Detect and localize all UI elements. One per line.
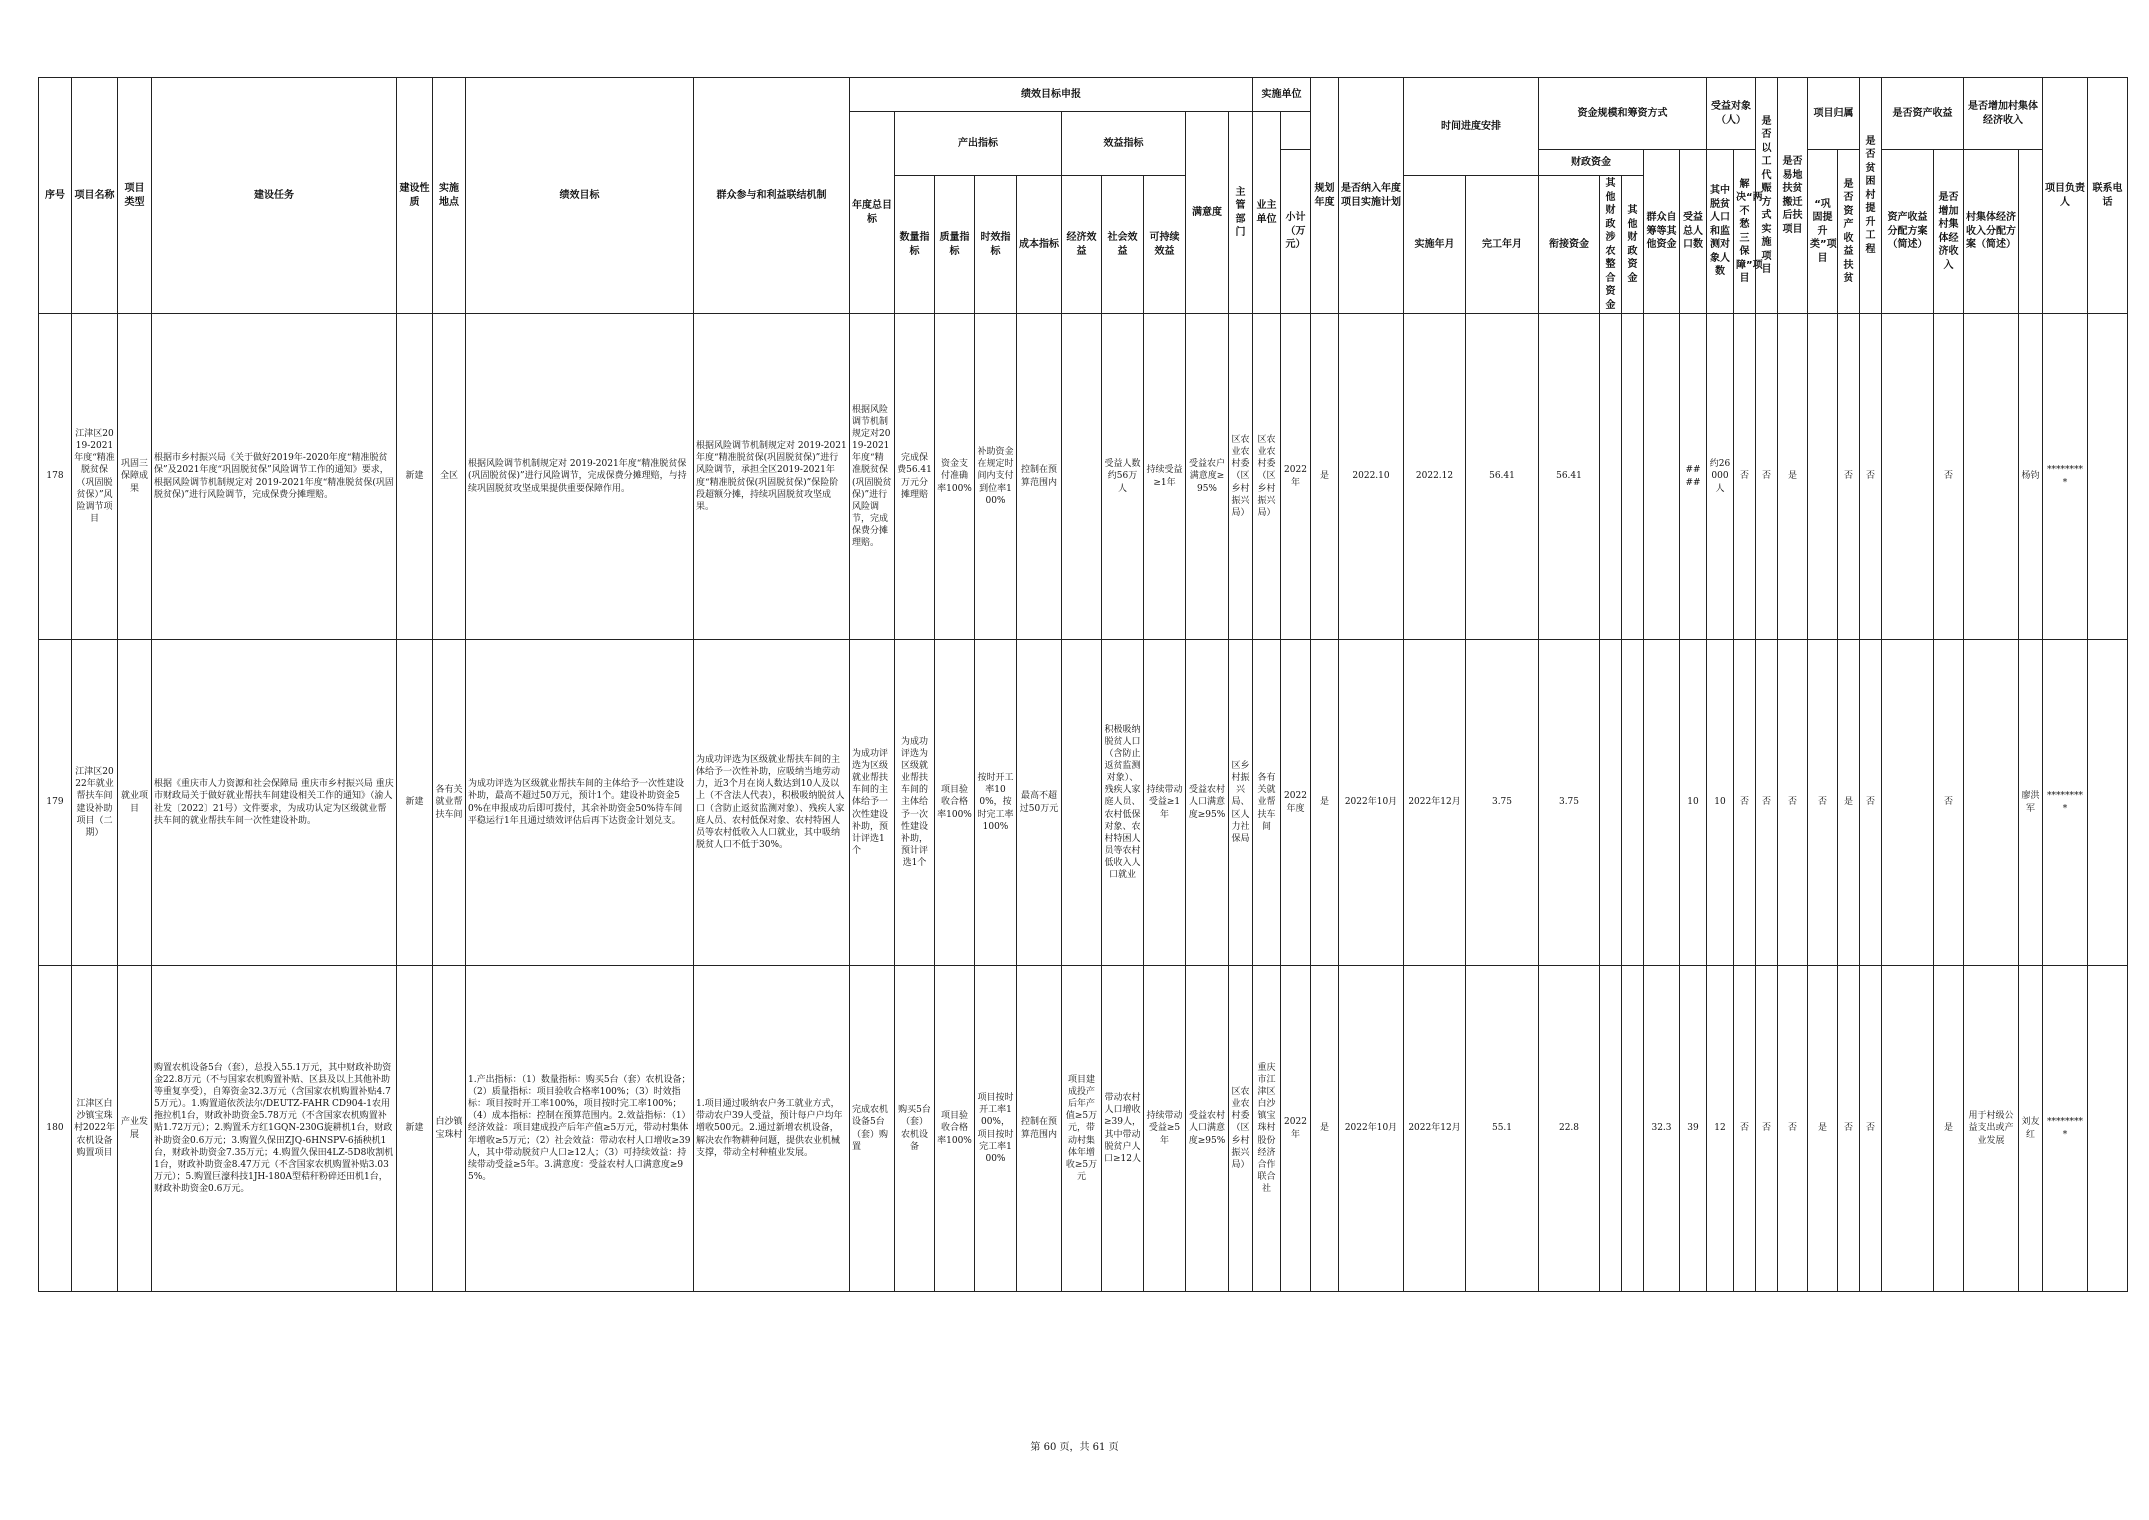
cell-subtotal: 55.1 bbox=[1466, 966, 1539, 1292]
cell-subtotal: 56.41 bbox=[1466, 314, 1539, 640]
cell-mechanism: 为成功评选为区级就业帮扶车间的主体给予一次性补助，应吸纳当地劳动力，近3个月在岗人数达到10人及以上（不含法人代表），积极吸纳脱贫人口（含防止返贫监测对象）、残疾人家庭人员、农村低保对象、农村特困人员等农村低收入人口就业，其中吸纳脱贫人口不低于30%。 bbox=[694, 640, 850, 966]
table-row bbox=[39, 966, 2128, 1292]
col-other-agri: 其他财政涉农整合资金 bbox=[1600, 176, 1622, 314]
col-benef-poor: 其中脱贫人口和监测对象人数 bbox=[1707, 150, 1734, 314]
cell-resettlement: 否 bbox=[1756, 966, 1778, 1292]
cell-other-fiscal bbox=[1622, 966, 1644, 1292]
cell-remark bbox=[2088, 314, 2128, 640]
cell-self-raised bbox=[1644, 314, 1680, 640]
cell-satisfaction: 受益农户满意度≥95% bbox=[1186, 314, 1229, 640]
col-self-raised: 群众自筹等其他资金 bbox=[1644, 150, 1680, 314]
cell-remark bbox=[2088, 966, 2128, 1292]
project-table bbox=[38, 77, 2128, 1292]
cell-mechanism: 根据风险调节机制规定对 2019-2021年度“精准脱贫保(巩固脱贫保)”进行风险调节，承担全区2019-2021年度“精准脱贫保(巩固脱贫保)”保险阶段超额分摊，持续巩固脱贫攻坚成果。 bbox=[694, 314, 850, 640]
group-asset: 是否资产收益 bbox=[1882, 78, 1964, 150]
col-finish: 完工年月 bbox=[1466, 176, 1539, 314]
col-type: 项目类型 bbox=[118, 78, 152, 314]
col-other-fiscal: 其他财政资金 bbox=[1622, 176, 1644, 314]
col-social: 社会效益 bbox=[1102, 176, 1144, 314]
cell-poverty-village: 是 bbox=[1838, 640, 1860, 966]
cell-cost: 最高不超过50万元 bbox=[1017, 640, 1062, 966]
cell-income-flag: 是 bbox=[1934, 966, 1964, 1292]
col-goal: 绩效目标 bbox=[466, 78, 694, 314]
cell-place: 全区 bbox=[433, 314, 466, 640]
cell-poverty-village: 否 bbox=[1838, 314, 1860, 640]
group-income: 是否增加村集体经济收入 bbox=[1964, 78, 2043, 150]
group-performance: 绩效目标申报 bbox=[850, 78, 1253, 112]
cell-task: 购置农机设备5台（套），总投入55.1万元，其中财政补助资金22.8万元（不与国家农机购置补贴、区县及以上其他补助等重复享受），自筹资金32.3万元（含国家农机购置补贴4.75万元）。1.购置道依茨法尔/DEUTZ-FAHR CD904-1农用拖拉机1台，财政补助资金5.78万元（不含国家农机购置补贴1.72万元）；2.购置禾方红1GQN-230G旋耕机1台，财政补助资金0.6万元；3.购置久保田ZJQ-6HNSPV-6插秧机1台，财政补助资金7.35万元；4.购置久保田4LZ-5D8收割机1台，财政补助资金8.47万元（不含国家农机购置补贴3.03万元）；5.购置巨濠科技1JH-180A型秸秆粉碎还田机1台，财政补助资金0.6万元。 bbox=[152, 966, 397, 1292]
cell-two-worries: 否 bbox=[1778, 966, 1808, 1292]
cell-income-flag: 否 bbox=[1934, 314, 1964, 640]
cell-mechanism: 1.项目通过吸纳农户务工就业方式，带动农户39人受益，预计每户户均年增收500元。2.通过新增农机设备，解决农作物耕种问题，提供农业机械支撑，带动全村种植业发展。 bbox=[694, 966, 850, 1292]
cell-relocation: 否 bbox=[1734, 966, 1756, 1292]
cell-relocation: 否 bbox=[1734, 640, 1756, 966]
group-beneficiaries: 受益对象（人） bbox=[1707, 78, 1756, 150]
cell-asset-plan bbox=[1882, 314, 1934, 640]
cell-start: 2022年10月 bbox=[1339, 640, 1404, 966]
cell-social: 受益人数约56万人 bbox=[1102, 314, 1144, 640]
cell-asset-flag: 否 bbox=[1860, 640, 1882, 966]
cell-leader: 廖洪军 bbox=[2019, 640, 2043, 966]
cell-goal: 为成功评选为区级就业帮扶车间的主体给予一次性建设补助，最高不超过50万元，预计1个。建设补助资金50%在申报成功后即可拨付，其余补助资金50%待车间平稳运行1年且通过绩效评估后再下达资金计划兑支。 bbox=[466, 640, 694, 966]
cell-other-agri bbox=[1600, 640, 1622, 966]
col-cost: 成本指标 bbox=[1017, 176, 1062, 314]
cell-two-worries: 否 bbox=[1778, 640, 1808, 966]
cell-annual: 根据风险调节机制规定对2019-2021年度“精准脱贫保(巩固脱贫保)”进行风险调节，完成保费分摊理赔。 bbox=[850, 314, 895, 640]
group-attribution: 项目归属 bbox=[1808, 78, 1860, 150]
col-supervisor: 主管部门 bbox=[1229, 112, 1253, 314]
group-output: 产出指标 bbox=[895, 112, 1062, 176]
cell-owner: 重庆市江津区白沙镇宝珠村股份经济合作联合社 bbox=[1253, 966, 1281, 1292]
cell-asset-flag: 否 bbox=[1860, 966, 1882, 1292]
cell-timeliness: 项目按时开工率100%，项目按时完工率100% bbox=[975, 966, 1017, 1292]
cell-other-fiscal bbox=[1622, 640, 1644, 966]
cell-quality: 项目验收合格率100% bbox=[935, 966, 975, 1292]
col-timeliness: 时效指标 bbox=[975, 176, 1017, 314]
cell-type: 就业项目 bbox=[118, 640, 152, 966]
cell-supervisor: 区农业农村委（区乡村振兴局） bbox=[1229, 966, 1253, 1292]
cell-consolidate bbox=[1808, 314, 1838, 640]
group-fiscal: 财政资金 bbox=[1539, 150, 1644, 176]
cell-consolidate: 是 bbox=[1808, 966, 1838, 1292]
cell-benef-poor: 约26000人 bbox=[1707, 314, 1734, 640]
cell-cost: 控制在预算范围内 bbox=[1017, 314, 1062, 640]
col-economic: 经济效益 bbox=[1062, 176, 1102, 314]
cell-type: 巩固三保障成果 bbox=[118, 314, 152, 640]
cell-task: 根据《重庆市人力资源和社会保障局 重庆市乡村振兴局 重庆市财政局关于做好就业帮扶车间建设相关工作的通知》（渝人社发〔2022〕21号）文件要求，为成功认定为区级就业帮扶车间的就业帮扶车间一次性建设补助。 bbox=[152, 640, 397, 966]
cell-asset-plan bbox=[1882, 966, 1934, 1292]
cell-phone: ********* bbox=[2043, 640, 2088, 966]
cell-economic: 项目建成投产后年产值≥5万元，带动村集体年增收≥5万元 bbox=[1062, 966, 1102, 1292]
page-footer: 第 60 页，共 61 页 bbox=[1030, 1442, 1119, 1453]
col-resettlement: 是否易地扶贫搬迁后扶项目 bbox=[1778, 78, 1808, 314]
cell-income-flag: 否 bbox=[1934, 640, 1964, 966]
col-benef-total: 受益总人口数 bbox=[1680, 150, 1707, 314]
cell-subtotal: 3.75 bbox=[1466, 640, 1539, 966]
group-benefit: 效益指标 bbox=[1062, 112, 1186, 176]
cell-resettlement: 否 bbox=[1756, 314, 1778, 640]
cell-finish: 2022.12 bbox=[1404, 314, 1466, 640]
col-plan-year: 规划年度 bbox=[1311, 78, 1339, 314]
cell-benef-poor: 10 bbox=[1707, 640, 1734, 966]
cell-nature: 新建 bbox=[397, 966, 433, 1292]
table-row bbox=[39, 314, 2128, 640]
cell-income-plan bbox=[1964, 314, 2019, 640]
cell-income-plan bbox=[1964, 640, 2019, 966]
table-row bbox=[39, 640, 2128, 966]
cell-other-agri bbox=[1600, 314, 1622, 640]
cell-task: 根据市乡村振兴局《关于做好2019年-2020年度“精准脱贫保”及2021年度“巩固脱贫保”风险调节工作的通知》要求，根据风险调节机制规定对 2019-2021年度“精准脱贫保(巩固脱贫保)”进行风险调节，完成保费分摊理赔。 bbox=[152, 314, 397, 640]
cell-goal: 1.产出指标：（1）数量指标：购买5台（套）农机设备；（2）质量指标：项目验收合格率100%；（3）时效指标：项目按时开工率100%，项目按时完工率100%；（4）成本指标：控制在预算范围内。2.效益指标：（1）经济效益：项目建成投产后年产值≥5万元，带动村集体年增收≥5万元；（2）社会效益：带动农村人口增收≥39人，其中带动脱贫户人口≥12人；（3）可持续效益：持续带动受益≥5年。3.满意度：受益农村人口满意度≥95%。 bbox=[466, 966, 694, 1292]
cell-quality: 项目验收合格率100% bbox=[935, 640, 975, 966]
col-task: 建设任务 bbox=[152, 78, 397, 314]
cell-place: 白沙镇宝珠村 bbox=[433, 966, 466, 1292]
col-included: 是否纳入年度项目实施计划 bbox=[1339, 78, 1404, 314]
col-sustainable: 可持续效益 bbox=[1144, 176, 1186, 314]
cell-included: 是 bbox=[1311, 640, 1339, 966]
col-leader: 项目负责人 bbox=[2043, 78, 2088, 314]
cell-included: 是 bbox=[1311, 314, 1339, 640]
cell-benef-poor: 12 bbox=[1707, 966, 1734, 1292]
cell-annual: 完成农机设备5台（套）购置 bbox=[850, 966, 895, 1292]
header-row-1 bbox=[39, 78, 2128, 112]
col-linked: 衔接资金 bbox=[1539, 176, 1600, 314]
cell-quality: 资金支付准确率100% bbox=[935, 314, 975, 640]
cell-start: 2022.10 bbox=[1339, 314, 1404, 640]
col-consolidate: “巩固提升类”项目 bbox=[1808, 150, 1838, 314]
col-annual: 年度总目标 bbox=[850, 112, 895, 314]
col-poverty-village: 是否贫困村提升工程 bbox=[1860, 78, 1882, 314]
cell-quantity: 为成功评选为区级就业帮扶车间的主体给予一次性建设补助，预计评选1个 bbox=[895, 640, 935, 966]
cell-supervisor: 区农业农村委（区乡村振兴局） bbox=[1229, 314, 1253, 640]
cell-timeliness: 补助资金在规定时间内支付到位率100% bbox=[975, 314, 1017, 640]
cell-phone: ********* bbox=[2043, 966, 2088, 1292]
cell-name: 江津区白沙镇宝珠村2022年农机设备购置项目 bbox=[72, 966, 118, 1292]
col-quantity: 数量指标 bbox=[895, 176, 935, 314]
col-mechanism: 群众参与和利益联结机制 bbox=[694, 78, 850, 314]
cell-other-fiscal bbox=[1622, 314, 1644, 640]
col-asset-flag: 是否资产收益扶贫 bbox=[1838, 150, 1860, 314]
cell-included: 是 bbox=[1311, 966, 1339, 1292]
cell-benef-total: #### bbox=[1680, 314, 1707, 640]
cell-seq: 179 bbox=[39, 640, 72, 966]
cell-self-raised bbox=[1644, 640, 1680, 966]
col-start: 实施年月 bbox=[1404, 176, 1466, 314]
cell-leader: 刘友红 bbox=[2019, 966, 2043, 1292]
cell-two-worries: 是 bbox=[1778, 314, 1808, 640]
col-owner: 业主单位 bbox=[1253, 112, 1281, 314]
cell-quantity: 完成保费56.41万元分摊理赔 bbox=[895, 314, 935, 640]
cell-linked: 3.75 bbox=[1539, 640, 1600, 966]
cell-benef-total: 10 bbox=[1680, 640, 1707, 966]
cell-income-plan: 用于村级公益支出或产业发展 bbox=[1964, 966, 2019, 1292]
cell-quantity: 购买5台（套）农机设备 bbox=[895, 966, 935, 1292]
col-seq: 序号 bbox=[39, 78, 72, 314]
cell-other-agri bbox=[1600, 966, 1622, 1292]
cell-place: 各有关就业帮扶车间 bbox=[433, 640, 466, 966]
cell-satisfaction: 受益农村人口满意度≥95% bbox=[1186, 966, 1229, 1292]
cell-plan-year: 2022年 bbox=[1281, 314, 1311, 640]
col-asset-plan: 资产收益分配方案（简述） bbox=[1882, 150, 1934, 314]
cell-type: 产业发展 bbox=[118, 966, 152, 1292]
cell-supervisor: 区乡村振兴局、区人力社保局 bbox=[1229, 640, 1253, 966]
col-phone: 联系电话 bbox=[2088, 78, 2128, 314]
cell-sustainable: 持续带动受益≥5年 bbox=[1144, 966, 1186, 1292]
col-nature: 建设性质 bbox=[397, 78, 433, 314]
cell-social: 积极吸纳脱贫人口（含防止返贫监测对象）、残疾人家庭人员、农村低保对象、农村特困人员等农村低收入人口就业 bbox=[1102, 640, 1144, 966]
cell-asset-plan bbox=[1882, 640, 1934, 966]
cell-plan-year: 2022年 bbox=[1281, 966, 1311, 1292]
cell-phone: ********* bbox=[2043, 314, 2088, 640]
col-quality: 质量指标 bbox=[935, 176, 975, 314]
cell-plan-year: 2022年度 bbox=[1281, 640, 1311, 966]
cell-name: 江津区2022年就业帮扶车间建设补助项目（二期） bbox=[72, 640, 118, 966]
cell-sustainable: 持续受益≥1年 bbox=[1144, 314, 1186, 640]
cell-resettlement: 否 bbox=[1756, 640, 1778, 966]
cell-cost: 控制在预算范围内 bbox=[1017, 966, 1062, 1292]
cell-annual: 为成功评选为区级就业帮扶车间的主体给予一次性建设补助，预计评选1个 bbox=[850, 640, 895, 966]
col-name: 项目名称 bbox=[72, 78, 118, 314]
cell-nature: 新建 bbox=[397, 640, 433, 966]
cell-consolidate: 否 bbox=[1808, 640, 1838, 966]
col-place: 实施地点 bbox=[433, 78, 466, 314]
cell-start: 2022年10月 bbox=[1339, 966, 1404, 1292]
cell-benef-total: 39 bbox=[1680, 966, 1707, 1292]
cell-seq: 180 bbox=[39, 966, 72, 1292]
cell-sustainable: 持续带动受益≥1年 bbox=[1144, 640, 1186, 966]
cell-owner: 区农业农村委（区乡村振兴局） bbox=[1253, 314, 1281, 640]
cell-seq: 178 bbox=[39, 314, 72, 640]
col-subtotal: 小计（万元） bbox=[1281, 150, 1311, 314]
cell-poverty-village: 否 bbox=[1838, 966, 1860, 1292]
col-income-plan: 村集体经济收入分配方案（简述） bbox=[1964, 150, 2019, 314]
cell-name: 江津区2019-2021年度“精准脱贫保（巩固脱贫保）”风险调节项目 bbox=[72, 314, 118, 640]
col-income-flag: 是否增加村集体经济收入 bbox=[1934, 150, 1964, 314]
cell-social: 带动农村人口增收≥39人，其中带动脱贫户人口≥12人 bbox=[1102, 966, 1144, 1292]
group-unit: 实施单位 bbox=[1253, 78, 1311, 112]
col-satisfaction: 满意度 bbox=[1186, 112, 1229, 314]
cell-timeliness: 按时开工率100%，按时完工率100% bbox=[975, 640, 1017, 966]
group-schedule: 时间进度安排 bbox=[1404, 78, 1539, 176]
cell-leader: 杨钧 bbox=[2019, 314, 2043, 640]
cell-remark bbox=[2088, 640, 2128, 966]
cell-satisfaction: 受益农村人口满意度≥95% bbox=[1186, 640, 1229, 966]
cell-finish: 2022年12月 bbox=[1404, 966, 1466, 1292]
cell-goal: 根据风险调节机制规定对 2019-2021年度“精准脱贫保(巩固脱贫保)”进行风险调节，完成保费分摊理赔，与持续巩固脱贫攻坚成果提供重要保障作用。 bbox=[466, 314, 694, 640]
cell-self-raised: 32.3 bbox=[1644, 966, 1680, 1292]
cell-relocation: 否 bbox=[1734, 314, 1756, 640]
cell-nature: 新建 bbox=[397, 314, 433, 640]
cell-owner: 各有关就业帮扶车间 bbox=[1253, 640, 1281, 966]
cell-finish: 2022年12月 bbox=[1404, 640, 1466, 966]
cell-asset-flag: 否 bbox=[1860, 314, 1882, 640]
cell-linked: 22.8 bbox=[1539, 966, 1600, 1292]
col-relocation: 是否以工代赈方式实施项目 bbox=[1756, 78, 1778, 314]
cell-economic bbox=[1062, 640, 1102, 966]
col-two-worries: 解决“两不愁三保障”项目 bbox=[1734, 150, 1756, 314]
cell-economic bbox=[1062, 314, 1102, 640]
cell-linked: 56.41 bbox=[1539, 314, 1600, 640]
group-funds: 资金规模和筹资方式 bbox=[1539, 78, 1707, 150]
